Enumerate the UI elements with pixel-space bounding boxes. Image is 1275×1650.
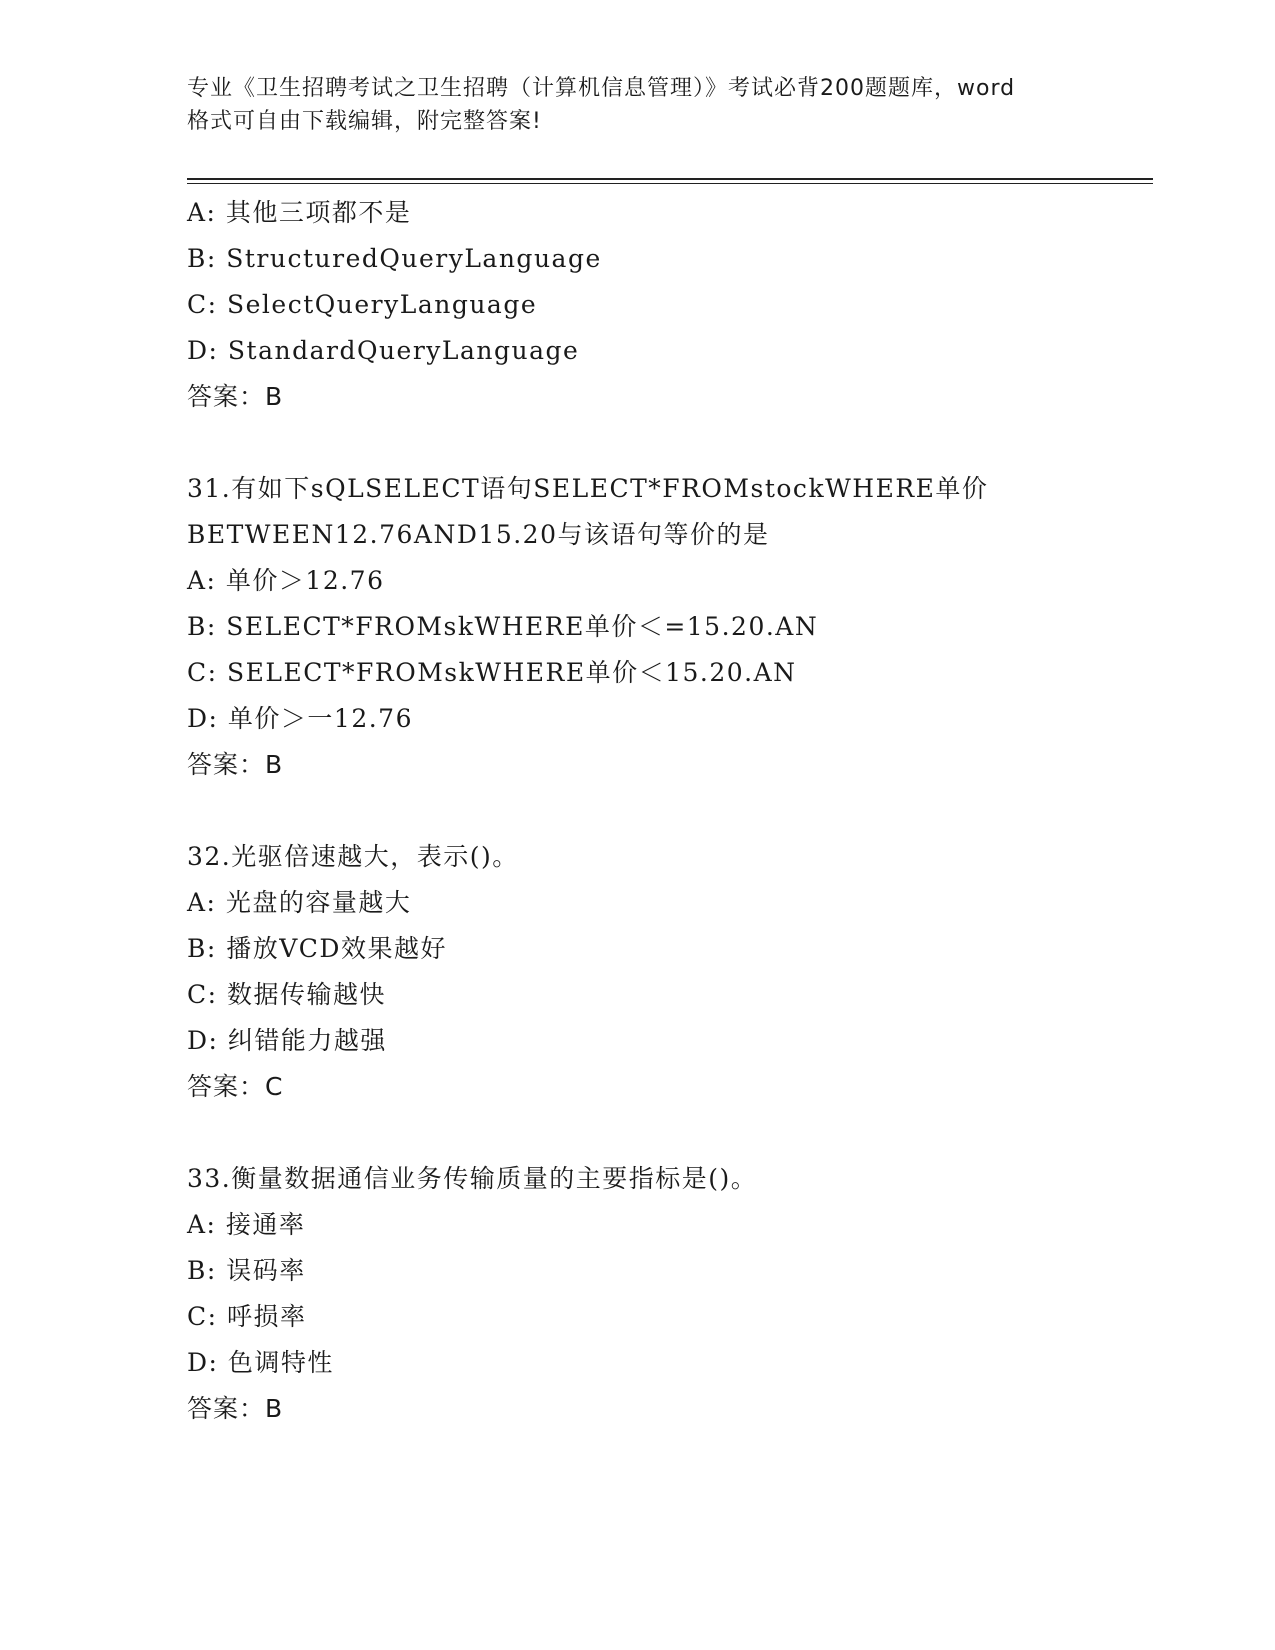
spacer	[187, 788, 1153, 834]
page-header	[187, 72, 1107, 138]
option-d: D: 单价＞一12.76	[187, 704, 413, 733]
option-c: C: 数据传输越快	[187, 980, 386, 1009]
question-stem-continued: BETWEEN12.76AND15.20与该语句等价的是	[187, 520, 770, 549]
question-32	[187, 834, 1153, 1110]
option-a: A: 接通率	[187, 1210, 306, 1239]
option-d: D: 色调特性	[187, 1348, 334, 1377]
option-b: B: 误码率	[187, 1256, 306, 1285]
option-b: B: 播放VCD效果越好	[187, 934, 447, 963]
header-line-1: 专业《卫生招聘考试之卫生招聘（计算机信息管理）》考试必背200题题库，word	[187, 76, 1016, 101]
option-c: C: 呼损率	[187, 1302, 307, 1331]
option-d: D: 纠错能力越强	[187, 1026, 387, 1055]
question-list	[187, 190, 1153, 1432]
answer: 答案：C	[187, 1072, 284, 1101]
answer: 答案：B	[187, 750, 284, 779]
option-a: A: 单价＞12.76	[187, 566, 385, 595]
question-stem: 31.有如下sQLSELECT语句SELECT*FROMstockWHERE单价	[187, 474, 989, 503]
header-line-2: 格式可自由下载编辑，附完整答案!	[187, 109, 542, 134]
question-stem: 32.光驱倍速越大，表示()。	[187, 842, 519, 871]
option-c: C: SELECT*FROMskWHERE单价＜15.20.AN	[187, 658, 797, 687]
question-31	[187, 466, 1153, 788]
spacer	[187, 420, 1153, 466]
option-a: A: 其他三项都不是	[187, 198, 412, 227]
question-33	[187, 1156, 1153, 1432]
option-d: D: StandardQueryLanguage	[187, 336, 580, 365]
answer: 答案：B	[187, 1394, 284, 1423]
option-b: B: SELECT*FROMskWHERE单价＜=15.20.AN	[187, 612, 819, 641]
option-b: B: StructuredQueryLanguage	[187, 244, 602, 273]
option-c: C: SelectQueryLanguage	[187, 290, 538, 319]
header-divider	[187, 178, 1153, 184]
answer: 答案：B	[187, 382, 284, 411]
question-30	[187, 190, 1153, 420]
spacer	[187, 1110, 1153, 1156]
option-a: A: 光盘的容量越大	[187, 888, 412, 917]
question-stem: 33.衡量数据通信业务传输质量的主要指标是()。	[187, 1164, 758, 1193]
